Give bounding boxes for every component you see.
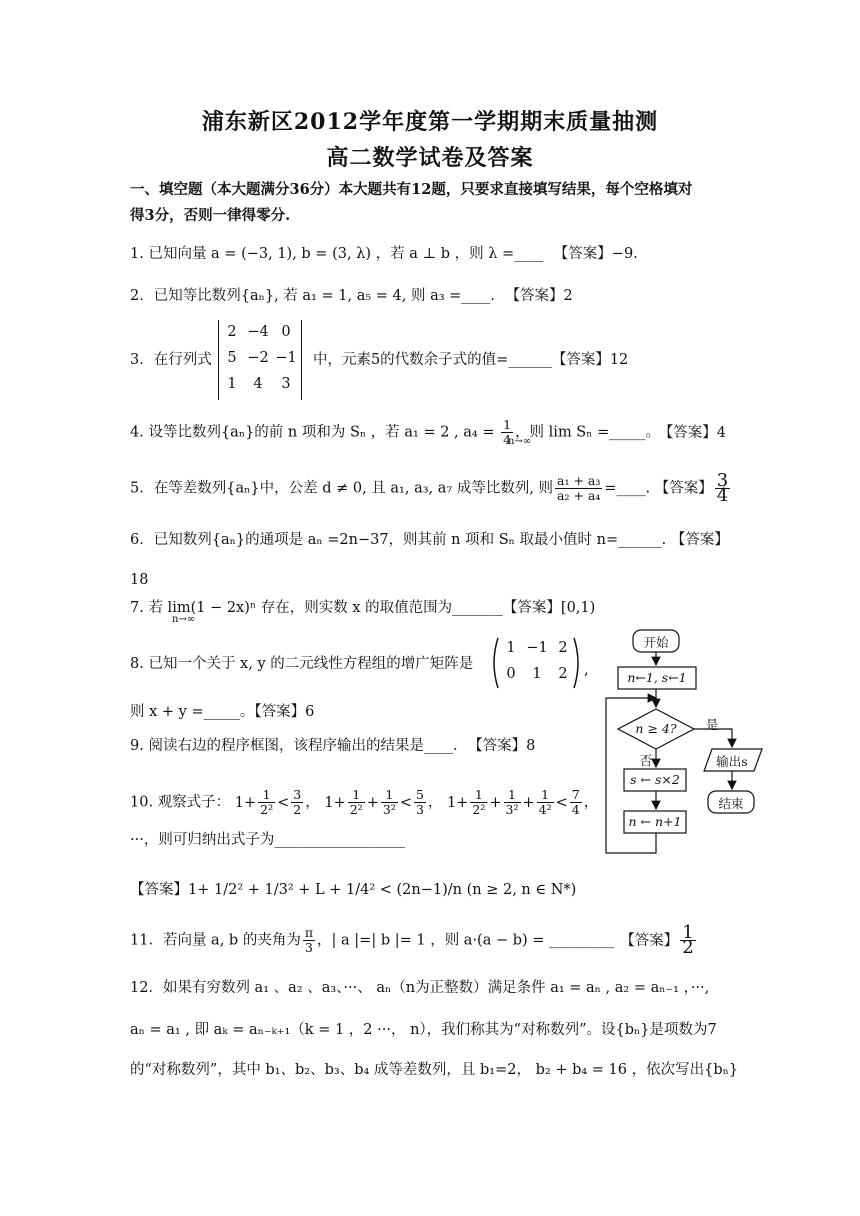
matrix-cell: 2 bbox=[227, 324, 237, 340]
term: 1+ bbox=[234, 794, 257, 811]
question-1 bbox=[130, 244, 730, 264]
matrix-cell: 0 bbox=[281, 324, 291, 340]
denominator: 4 bbox=[503, 432, 512, 447]
answer: 【答案】2 bbox=[505, 288, 573, 304]
matrix-cell: −4 bbox=[247, 324, 269, 340]
flowchart-yes-label: 是 bbox=[705, 717, 719, 732]
answer: 【答案】 bbox=[670, 532, 729, 548]
answer: 【答案】6 bbox=[254, 704, 315, 720]
denominator: 2 bbox=[293, 802, 302, 817]
term: 1+ bbox=[324, 794, 346, 811]
fraction bbox=[291, 788, 303, 817]
denominator: 4 bbox=[571, 802, 580, 817]
question-text: 2．已知等比数列{aₙ}, 若 a₁ = 1, a₅ = 4, 则 a₃ =____. bbox=[130, 288, 500, 304]
fraction bbox=[504, 788, 521, 817]
operator: < bbox=[555, 794, 568, 811]
numerator: 1 bbox=[504, 788, 521, 803]
fraction bbox=[570, 788, 582, 817]
fraction bbox=[381, 788, 398, 817]
exam-title: 浦东新区2012学年度第一学期期末质量抽测 bbox=[201, 109, 659, 135]
matrix-comma: , bbox=[584, 662, 589, 678]
question-12-cont: 的“对称数列”，其中 b₁、b₂、b₃、b₄ 成等差数列，且 b₁=2， b₂ + b₄ = 16 ，依次写出{bₙ} bbox=[130, 1062, 739, 1078]
question-4 bbox=[130, 418, 730, 447]
matrix-cell: 1 bbox=[506, 640, 516, 656]
section-heading: 一、填空题（本大题满分36分）本大题共有12题，只要求直接填写结果，每个空格填对 bbox=[130, 181, 693, 198]
question-10-cont: ···，则可归纳出式子为__________________ bbox=[130, 832, 405, 848]
answer-fraction bbox=[680, 922, 695, 958]
question-10: 10. 观察式子： 1+ $\frac{1}{\text{2²}}$ < $\frac{3}{2}$ ， 1+ $\frac{1}{\text{2²}}$ + $\frac{1}{\text{3²}}$ < $\frac{5}{3}$ ， 1+ $\frac{1}{\text{2²}}$ + $\frac{1}{\text{3²}}$ + $\frac{1}{\text{4²}}$ < $\frac{7}{4}$ ， bbox=[130, 787, 599, 817]
question-text: 4. 设等比数列{aₙ}的前 n 项和为 Sₙ ，若 a₁ = 2 , a₄ = bbox=[130, 424, 500, 441]
numerator: 1 bbox=[503, 417, 512, 432]
answer: 【答案】[0,1) bbox=[502, 600, 596, 616]
numerator: 1 bbox=[537, 788, 554, 803]
question-text: 9. 阅读右边的程序框图，该程序输出的结果是____. bbox=[130, 738, 463, 754]
operator: + bbox=[522, 794, 535, 811]
numerator: 7 bbox=[571, 787, 580, 802]
question-text: 则 x + y =_____。 bbox=[130, 704, 255, 720]
denominator: 3 bbox=[304, 940, 313, 955]
matrix-cell: −1 bbox=[526, 640, 548, 656]
flowchart-no-label: 否 bbox=[639, 753, 653, 768]
answer: 【答案】4 bbox=[666, 424, 727, 441]
question-text: 5．在等差数列{aₙ}中，公差 d ≠ 0, 且 a₁, a₃, a₇ 成等比数列, 则 bbox=[130, 480, 554, 497]
flowchart-condition: n ≥ 4? bbox=[635, 721, 677, 736]
question-7 bbox=[130, 598, 730, 618]
question-12: 12．如果有穷数列 a₁ 、a₂ 、a₃、···、 aₙ（n为正整数）满足条件 a₁ = aₙ , a₂ = aₙ₋₁ ，···, bbox=[130, 980, 710, 996]
answer: 【答案】−9. bbox=[553, 246, 638, 262]
denominator: 2 bbox=[682, 937, 694, 958]
question-text: 6．已知数列{aₙ}的通项是 aₙ =2n−37，则其前 n 项和 Sₙ 取最小值时 n=______. bbox=[130, 532, 671, 548]
fraction bbox=[258, 788, 275, 817]
answer: 【答案】12 bbox=[551, 352, 629, 368]
numerator: a₁ + a₃ bbox=[557, 473, 601, 488]
denominator: 3² bbox=[505, 802, 519, 817]
limit-subscript: n→∞ bbox=[172, 614, 196, 625]
expression-1 bbox=[234, 787, 305, 817]
matrix-cell: −2 bbox=[247, 350, 269, 366]
numerator: π bbox=[304, 925, 314, 940]
question-6 bbox=[130, 530, 730, 550]
question-text: 3．在行列式 bbox=[130, 352, 212, 368]
numerator: 1 bbox=[682, 922, 694, 943]
question-text-cont: ，| a |=| b |= 1 ，则 a·(a − b) = _________ bbox=[317, 932, 615, 949]
matrix-cell: 2 bbox=[558, 666, 568, 682]
question-text: 11．若向量 a, b 的夹角为 bbox=[130, 932, 301, 949]
section-heading-cont: 得3分，否则一律得零分. bbox=[130, 207, 291, 224]
flowchart-end: 结束 bbox=[718, 796, 744, 811]
fraction bbox=[470, 788, 487, 817]
answer-continuation: 18 bbox=[130, 572, 149, 588]
question-12-cont: aₙ = a₁ , 即 aₖ = aₙ₋ₖ₊₁（k = 1 ，2 ···， n），我们称其为“对称数列”。设{bₙ}是项数为7 bbox=[130, 1022, 717, 1038]
flowchart-output: 输出s bbox=[716, 754, 748, 769]
question-text: 7. 若 lim(1 − 2x)ⁿ 存在，则实数 x 的取值范围为_______ bbox=[130, 600, 503, 616]
question-text-cont: 中，元素5的代数余子式的值=______ bbox=[312, 352, 552, 368]
flowchart-start: 开始 bbox=[643, 635, 669, 650]
matrix-cell: 4 bbox=[253, 376, 263, 392]
fraction bbox=[303, 926, 315, 955]
denominator: a₂ + a₄ bbox=[557, 488, 601, 503]
operator: + bbox=[489, 794, 502, 811]
numerator: 3 bbox=[293, 787, 302, 802]
matrix-cell: 5 bbox=[227, 350, 237, 366]
fraction bbox=[555, 474, 602, 503]
question-10-answer bbox=[130, 880, 730, 900]
answer: 【答案】 bbox=[654, 480, 713, 497]
question-2 bbox=[130, 286, 730, 306]
denominator: 3 bbox=[415, 802, 424, 817]
flowchart-update-s: s ← s×2 bbox=[630, 772, 680, 787]
flowchart-init: n←1, s←1 bbox=[627, 670, 687, 685]
operator: + bbox=[366, 794, 379, 811]
denominator: 2² bbox=[472, 802, 486, 817]
expression-2 bbox=[324, 787, 428, 817]
exam-subtitle: 高二数学试卷及答案 bbox=[326, 145, 534, 171]
numerator: 1 bbox=[381, 788, 398, 803]
matrix-cell: 0 bbox=[506, 666, 516, 682]
numerator: 1 bbox=[258, 788, 275, 803]
denominator: 4 bbox=[716, 485, 729, 506]
answer: 【答案】 bbox=[130, 882, 188, 898]
numerator: 1 bbox=[348, 788, 365, 803]
question-text: 10. 观察式子： bbox=[130, 794, 231, 811]
question-text: 1. 已知向量 a = (−3, 1), b = (3, λ) ，若 a ⊥ b ，则 λ =____ bbox=[130, 246, 548, 262]
matrix-cell: 1 bbox=[227, 376, 237, 392]
question-11 bbox=[130, 922, 730, 958]
answer: 【答案】8 bbox=[468, 738, 536, 754]
operator: < bbox=[277, 794, 290, 811]
fraction bbox=[348, 788, 365, 817]
question-text-cont: ，则 lim Sₙ =_____。 bbox=[515, 424, 661, 441]
denominator: 2² bbox=[260, 802, 274, 817]
numerator: 5 bbox=[415, 787, 424, 802]
matrix-cell: 3 bbox=[281, 376, 291, 392]
matrix-cell: 2 bbox=[558, 640, 568, 656]
matrix-cell: −1 bbox=[275, 350, 297, 366]
question-5 bbox=[130, 470, 730, 506]
denominator: 2² bbox=[349, 802, 363, 817]
matrix-cell: 1 bbox=[532, 666, 542, 682]
question-text: 8. 已知一个关于 x, y 的二元线性方程组的增广矩阵是 bbox=[130, 656, 474, 672]
question-text-cont: =____. bbox=[604, 480, 655, 497]
answer-fraction bbox=[715, 470, 730, 506]
term: 1+ bbox=[447, 794, 469, 811]
operator: < bbox=[399, 794, 412, 811]
answer: 【答案】 bbox=[620, 932, 679, 949]
fraction bbox=[414, 788, 426, 817]
limit-subscript: n→∞ bbox=[508, 436, 532, 447]
program-flowchart bbox=[600, 625, 770, 860]
denominator: 4² bbox=[538, 802, 552, 817]
fraction bbox=[537, 788, 554, 817]
expression-3 bbox=[447, 787, 584, 817]
augmented-matrix bbox=[490, 636, 582, 690]
numerator: 3 bbox=[716, 470, 729, 491]
determinant bbox=[218, 320, 302, 400]
answer-expression: 1+ 1/2² + 1/3² + L + 1/4² < (2n−1)/n (n ≥ 2, n ∈ N*) bbox=[188, 882, 577, 898]
flowchart-update-n: n ← n+1 bbox=[628, 814, 682, 829]
numerator: 1 bbox=[470, 788, 487, 803]
denominator: 3² bbox=[382, 802, 396, 817]
